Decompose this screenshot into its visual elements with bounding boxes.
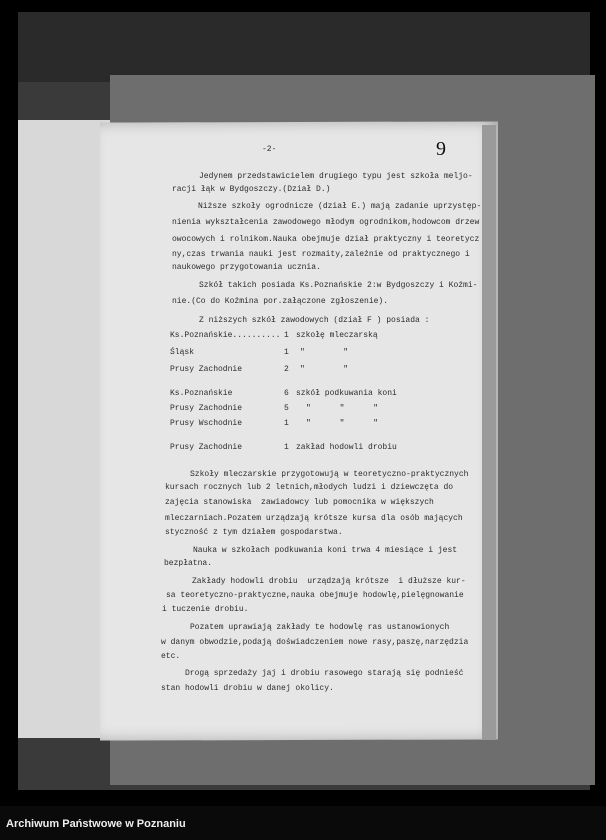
- text-line: ny,czas trwania nauki jest rozmaity,zależnie od praktycznego i: [172, 250, 470, 259]
- text-line: Jedynem przedstawicielem drugiego typu jest szkoła meljo-: [199, 172, 473, 181]
- page-edge: [482, 125, 496, 740]
- scan-top-shadow: [18, 12, 590, 82]
- table-count: 5: [284, 404, 289, 413]
- table-region: Prusy Zachodnie: [170, 443, 243, 452]
- table-region: Ks.Poznańskie..........: [170, 331, 281, 340]
- text-line: owocowych i rolnikom.Nauka obejmuje dział praktyczny i teoretycz: [172, 235, 480, 244]
- text-line: racji łąk w Bydgoszczy.(Dział D.): [172, 185, 331, 194]
- text-line: etc.: [161, 652, 181, 661]
- text-line: Szkół takich posiada Ks.Poznańskie 2:w Bydgoszczy i Koźmi-: [199, 281, 478, 290]
- table-type: zakład hodowli drobiu: [296, 443, 397, 452]
- text-line: naukowego przygotowania ucznia.: [172, 263, 321, 272]
- text-line: i tuczenie drobiu.: [162, 605, 249, 614]
- table-region: Prusy Wschodnie: [170, 419, 243, 428]
- text-line: mleczarniach.Pozatem urządzają krótsze kursa dla osób mających: [165, 514, 463, 523]
- archive-footer: [0, 806, 606, 840]
- table-count: 1: [284, 419, 289, 428]
- text-line: sa teoretyczno-praktyczne,nauka obejmuje hodowlę,pielęgnowanie: [166, 591, 464, 600]
- table-count: 1: [284, 348, 289, 357]
- table-region: Prusy Zachodnie: [170, 404, 243, 413]
- text-line: Drogą sprzedaży jaj i drobiu rasowego starają się podnieść: [185, 669, 464, 678]
- text-line: nienia wykształcenia zawodowego młodym ogrodnikom,hodowcom drzew: [172, 218, 480, 227]
- text-line: zajęcia stanowiska zawiadowcy lub pomocnika w większych: [165, 498, 434, 507]
- text-line: kursach rocznych lub 2 letnich,młodych ludzi i dziewczęta do: [165, 483, 454, 492]
- previous-page-strip: [18, 120, 110, 738]
- text-line: Szkoły mleczarskie przygotowują w teoretyczno-praktycznych: [190, 470, 469, 479]
- text-line: w danym obwodzie,podają doświadczeniem nowe rasy,paszę,narzędzia: [161, 638, 469, 647]
- text-line: Zakłady hodowli drobiu urządzają krótsze i dłuższe kur-: [192, 577, 466, 586]
- table-type: " " ": [306, 419, 379, 428]
- table-region: Ks.Poznańskie: [170, 389, 233, 398]
- table-count: 1: [284, 331, 289, 340]
- table-type: " ": [300, 365, 349, 374]
- table-count: 2: [284, 365, 289, 374]
- text-line: Niższe szkoły ogrodnicze (dział E.) mają zadanie uprzystęp-: [198, 202, 482, 211]
- table-type: szkołę mleczarską: [296, 331, 378, 340]
- table-count: 6: [284, 389, 289, 398]
- text-line: Pozatem uprawiają zakłady te hodowlę ras ustanowionych: [190, 623, 450, 632]
- table-type: " ": [300, 348, 349, 357]
- text-line: stan hodowli drobiu w danej okolicy.: [161, 684, 334, 693]
- text-line: Nauka w szkołach podkuwania koni trwa 4 miesiące i jest: [193, 546, 458, 555]
- table-count: 1: [284, 443, 289, 452]
- text-line: styczność z tym działem gospodarstwa.: [165, 528, 343, 537]
- text-line: Z niższych szkół zawodowych (dział F ) posiada :: [199, 316, 430, 325]
- table-type: szkół podkuwania koni: [296, 389, 397, 398]
- table-type: " " ": [306, 404, 379, 413]
- page-marker: -2-: [262, 145, 277, 154]
- text-line: nie.(Co do Koźmina por.załączone zgłoszenie).: [172, 297, 389, 306]
- handwritten-page-number: 9: [436, 138, 446, 160]
- table-region: Prusy Zachodnie: [170, 365, 243, 374]
- table-region: Śląsk: [170, 348, 195, 357]
- text-line: bezpłatna.: [164, 559, 213, 568]
- archive-name: Archiwum Państwowe w Poznaniu: [6, 818, 186, 830]
